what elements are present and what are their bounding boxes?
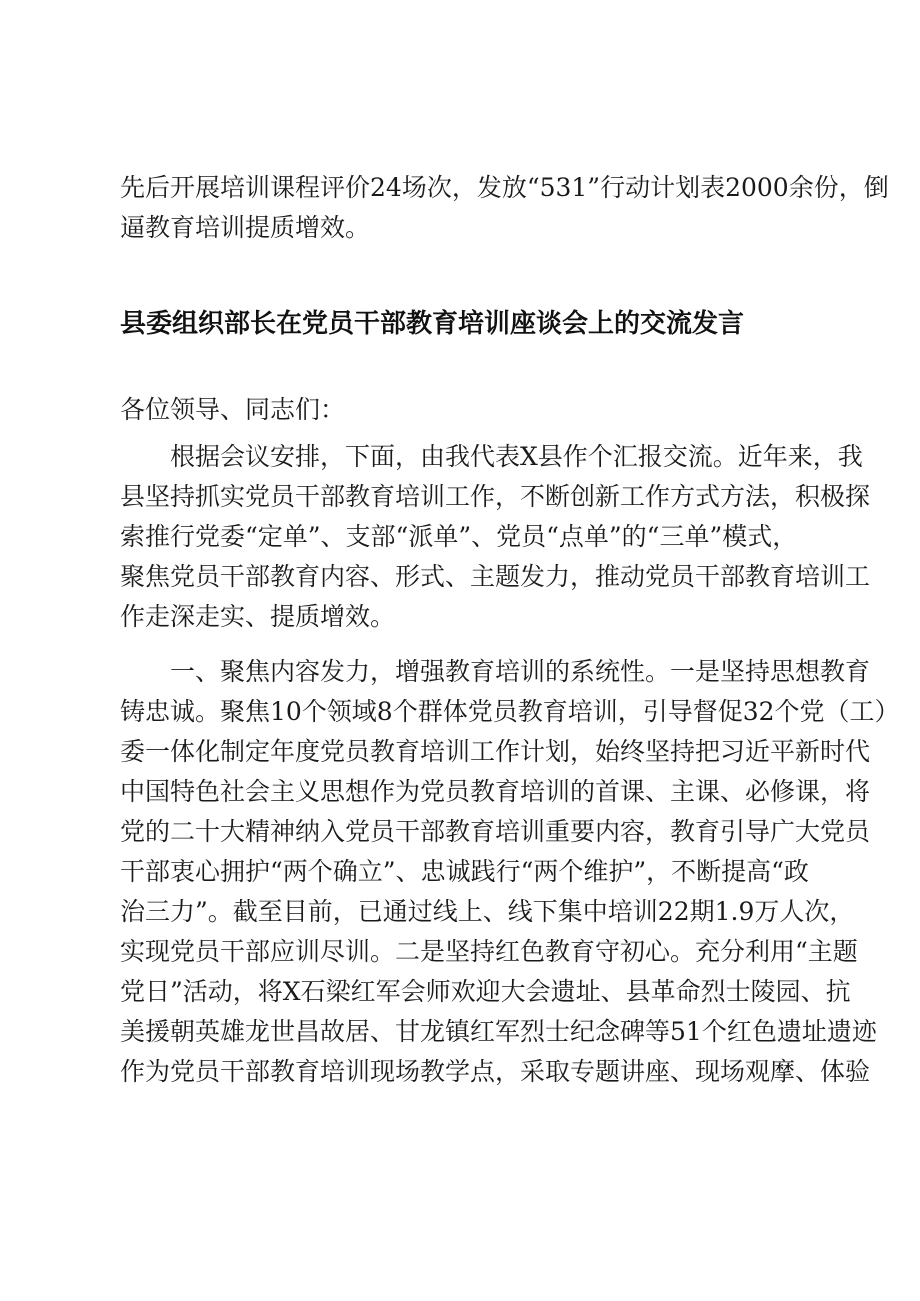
greeting: 各位领导、同志们：	[120, 395, 346, 424]
text-line: 治三力”。截至目前，已通过线上、线下集中培训22期1.9万人次，	[120, 897, 855, 926]
text-line: 县坚持抓实党员干部教育培训工作，不断创新工作方式方法，积极探	[120, 482, 871, 511]
text-line: 根据会议安排，下面，由我代表X县作个汇报交流。近年来，我	[170, 442, 863, 471]
text-line: 中国特色社会主义思想作为党员教育培训的首课、主课、必修课，将	[120, 777, 871, 806]
text-line: 索推行党委“定单”、支部“派单”、党员“点单”的“三单”模式，	[120, 522, 798, 551]
text-line: 聚焦党员干部教育内容、形式、主题发力，推动党员干部教育培训工	[120, 562, 871, 591]
text-line: 逼教育培训提质增效。	[120, 213, 371, 242]
text-line: 实现党员干部应训尽训。二是坚持红色教育守初心。充分利用“主题	[120, 937, 858, 966]
text-line: 先后开展培训课程评价24场次，发放“531”行动计划表2000余份，倒	[120, 173, 889, 202]
text-line: 美援朝英雄龙世昌故居、甘龙镇红军烈士纪念碑等51个红色遗址遗迹	[120, 1017, 877, 1046]
paragraph-section-one	[120, 652, 900, 1092]
text-line: 党的二十大精神纳入党员干部教育培训重要内容，教育引导广大党员	[120, 817, 871, 846]
document-title: 县委组织部长在党员干部教育培训座谈会上的交流发言	[120, 309, 745, 339]
text-line: 党日”活动，将X石梁红军会师欢迎大会遗址、县革命烈士陵园、抗	[120, 977, 851, 1006]
text-line: 作走深走实、提质增效。	[120, 602, 396, 631]
text-line: 铸忠诚。聚焦10个领域8个群体党员教育培训，引导督促32个党（工）	[120, 697, 900, 726]
text-line: 作为党员干部教育培训现场教学点，采取专题讲座、现场观摩、体验	[120, 1057, 871, 1086]
continuation-paragraph	[120, 168, 889, 248]
text-line: 干部衷心拥护“两个确立”、忠诚践行“两个维护”，不断提高“政	[120, 857, 809, 886]
text-line: 委一体化制定年度党员教育培训工作计划，始终坚持把习近平新时代	[120, 737, 871, 766]
text-line: 一、聚焦内容发力，增强教育培训的系统性。一是坚持思想教育	[170, 657, 871, 686]
paragraph-intro	[120, 437, 871, 637]
